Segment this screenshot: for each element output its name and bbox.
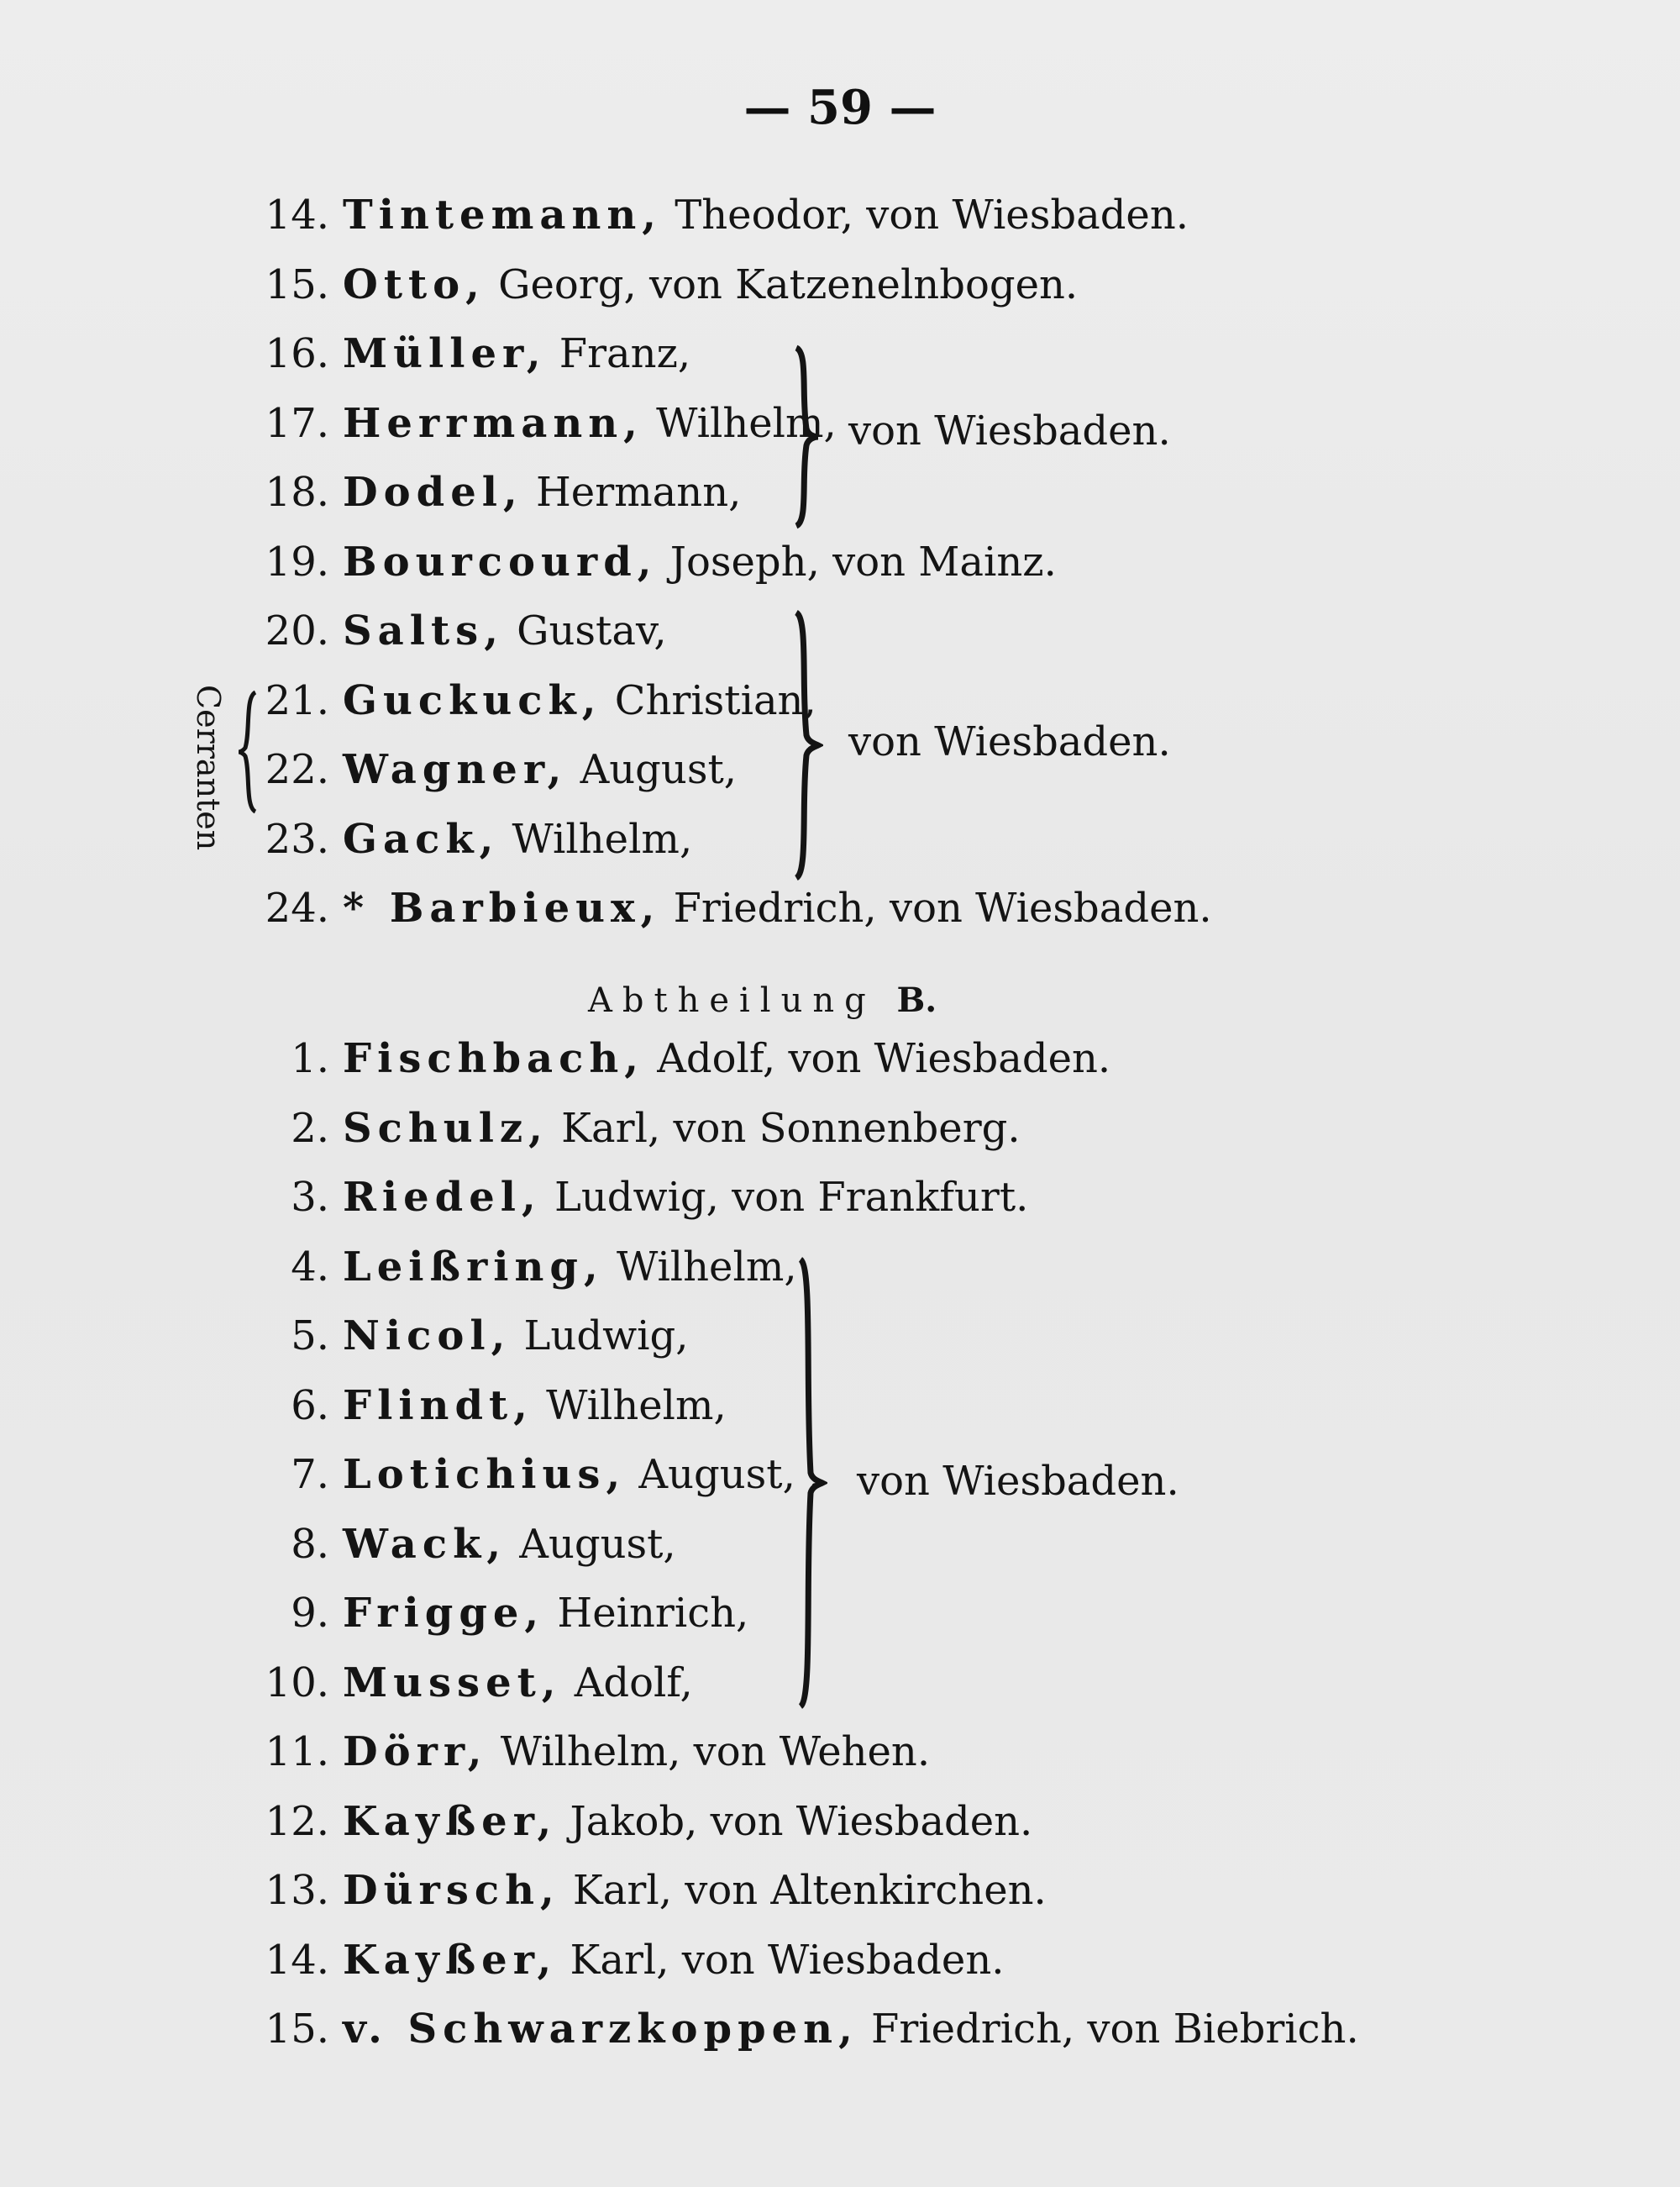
entry-details: Adolf, xyxy=(561,1659,693,1706)
entry-surname: Bourcourd, xyxy=(343,538,658,586)
entry-number: 14. xyxy=(265,192,329,239)
entry-number: 11. xyxy=(265,1728,329,1775)
list-entry xyxy=(252,1728,930,1775)
list-entry xyxy=(252,330,690,377)
entry-surname: Wack, xyxy=(343,1520,507,1568)
list-entry xyxy=(252,1659,693,1706)
list-entry xyxy=(252,400,837,447)
entry-surname: Dörr, xyxy=(343,1728,488,1775)
list-entry xyxy=(252,2006,1359,2053)
list-entry xyxy=(252,746,737,793)
list-entry xyxy=(252,1798,1032,1845)
entry-number: 10. xyxy=(265,1659,329,1706)
entry-number: 12. xyxy=(265,1797,329,1845)
entry-details: Joseph, von Mainz. xyxy=(657,538,1057,586)
entry-surname: Kayßer, xyxy=(343,1797,558,1845)
entry-surname: Dodel, xyxy=(343,469,523,516)
list-entry xyxy=(252,539,1057,586)
list-entry xyxy=(252,261,1078,308)
brace-group-1 xyxy=(790,344,823,529)
list-entry xyxy=(252,1312,689,1359)
brace-group-3-label: von Wiesbaden. xyxy=(857,1458,1179,1505)
entry-details: August, xyxy=(507,1520,676,1568)
entry-details: Gustav, xyxy=(503,607,667,655)
page-number: — 59 — xyxy=(743,80,937,135)
entry-surname: Fischbach, xyxy=(343,1035,644,1082)
brace-group-2 xyxy=(790,609,823,882)
entry-number: 19. xyxy=(265,538,329,586)
entry-surname: Musset, xyxy=(343,1659,562,1706)
list-entry xyxy=(252,1105,1021,1152)
entry-surname: Gack, xyxy=(343,815,500,863)
entry-surname: Kayßer, xyxy=(343,1936,558,1984)
entry-details: Jakob, von Wiesbaden. xyxy=(557,1797,1033,1845)
entry-number: 16. xyxy=(265,330,329,377)
list-entry xyxy=(252,1174,1028,1221)
entry-number: 15. xyxy=(265,2006,329,2053)
entry-number: 2. xyxy=(291,1104,329,1152)
entry-number: 23. xyxy=(265,815,329,863)
list-entry xyxy=(252,1867,1047,1914)
entry-number: 17. xyxy=(265,399,329,447)
entry-surname: Lotichius, xyxy=(343,1451,627,1498)
entry-number: 8. xyxy=(291,1520,329,1568)
entry-surname: Otto, xyxy=(343,260,486,308)
entry-surname: Müller, xyxy=(343,330,547,377)
entry-details: Christian, xyxy=(601,676,816,724)
entry-number: 15. xyxy=(265,260,329,308)
entry-surname: Leißring, xyxy=(343,1243,604,1291)
section-b-heading-letter: B. xyxy=(896,980,937,1020)
entry-number: 24. xyxy=(265,885,329,932)
entry-number: 9. xyxy=(291,1590,329,1637)
list-entry xyxy=(252,1382,727,1429)
entry-details: Wilhelm, xyxy=(643,399,837,447)
list-entry xyxy=(252,1521,676,1568)
entry-surname: Flindt, xyxy=(343,1381,533,1429)
entry-details: Karl, von Wiesbaden. xyxy=(557,1936,1005,1984)
entry-surname: v. Schwarzkoppen, xyxy=(343,2006,858,2053)
entry-details: Friedrich, von Biebrich. xyxy=(858,2006,1359,2053)
entry-details: Wilhelm, xyxy=(603,1243,797,1291)
entry-surname: Riedel, xyxy=(343,1174,542,1221)
entry-surname: Frigge, xyxy=(343,1590,545,1637)
entry-surname: Tintemann, xyxy=(343,192,662,239)
entry-details: Franz, xyxy=(546,330,691,377)
entry-number: 13. xyxy=(265,1867,329,1914)
section-b-heading-text: Abtheilung xyxy=(588,981,876,1020)
entry-details: August, xyxy=(567,746,737,793)
list-entry xyxy=(252,885,1212,932)
entry-details: August, . xyxy=(626,1451,822,1498)
entry-details: Georg, von Katzenelnbogen. xyxy=(485,260,1079,308)
entry-details: Wilhelm, von Wehen. xyxy=(487,1728,931,1775)
entry-number: 21. xyxy=(265,676,329,724)
entry-details: Wilhelm, xyxy=(499,815,693,863)
list-entry xyxy=(252,469,741,516)
entry-number: 22. xyxy=(265,746,329,793)
entry-details: Friedrich, von Wiesbaden. xyxy=(660,885,1212,932)
entry-surname: * Barbieux, xyxy=(343,885,661,932)
list-entry xyxy=(252,1243,797,1291)
list-entry xyxy=(252,192,1189,239)
brace-group-2-label: von Wiesbaden. xyxy=(848,718,1171,765)
entry-surname: Dürsch, xyxy=(343,1867,560,1914)
list-entry xyxy=(252,1590,748,1637)
brace-group-3 xyxy=(794,1256,827,1710)
entry-number: 3. xyxy=(291,1174,329,1221)
entry-surname: Wagner, xyxy=(343,746,568,793)
entry-surname: Herrmann, xyxy=(343,399,643,447)
list-entry xyxy=(252,607,667,655)
entry-number: 20. xyxy=(265,607,329,655)
entry-surname: Nicol, xyxy=(343,1312,512,1359)
list-entry xyxy=(252,677,816,724)
entry-surname: Schulz, xyxy=(343,1104,549,1152)
entry-number: 1. xyxy=(291,1035,329,1082)
entry-details: Theodor, von Wiesbaden. xyxy=(661,192,1189,239)
entry-details: Ludwig, von Frankfurt. xyxy=(541,1174,1029,1221)
list-entry xyxy=(252,1035,1110,1082)
entry-surname: Salts, xyxy=(343,607,504,655)
entry-details: Karl, von Sonnenberg. xyxy=(548,1104,1021,1152)
entry-number: 6. xyxy=(291,1381,329,1429)
entry-details: Ludwig, xyxy=(511,1312,689,1359)
entry-number: 4. xyxy=(291,1243,329,1291)
list-entry xyxy=(252,816,692,863)
entry-details: Adolf, von Wiesbaden. xyxy=(643,1035,1111,1082)
entry-details: Wilhelm, xyxy=(533,1381,727,1429)
entry-details: Hermann, xyxy=(522,469,742,516)
list-entry xyxy=(252,1451,821,1498)
section-b-heading xyxy=(588,980,937,1020)
entry-number: 14. xyxy=(265,1936,329,1984)
side-brace xyxy=(237,689,262,815)
entry-details: Karl, von Altenkirchen. xyxy=(559,1867,1047,1914)
entry-details: Heinrich, xyxy=(544,1590,749,1637)
brace-group-1-label: von Wiesbaden. xyxy=(848,407,1171,455)
side-label: Cerranten xyxy=(190,685,227,851)
entry-surname: Guckuck, xyxy=(343,676,602,724)
list-entry xyxy=(252,1937,1005,1984)
entry-number: 18. xyxy=(265,469,329,516)
entry-number: 5. xyxy=(291,1312,329,1359)
entry-number: 7. xyxy=(291,1451,329,1498)
